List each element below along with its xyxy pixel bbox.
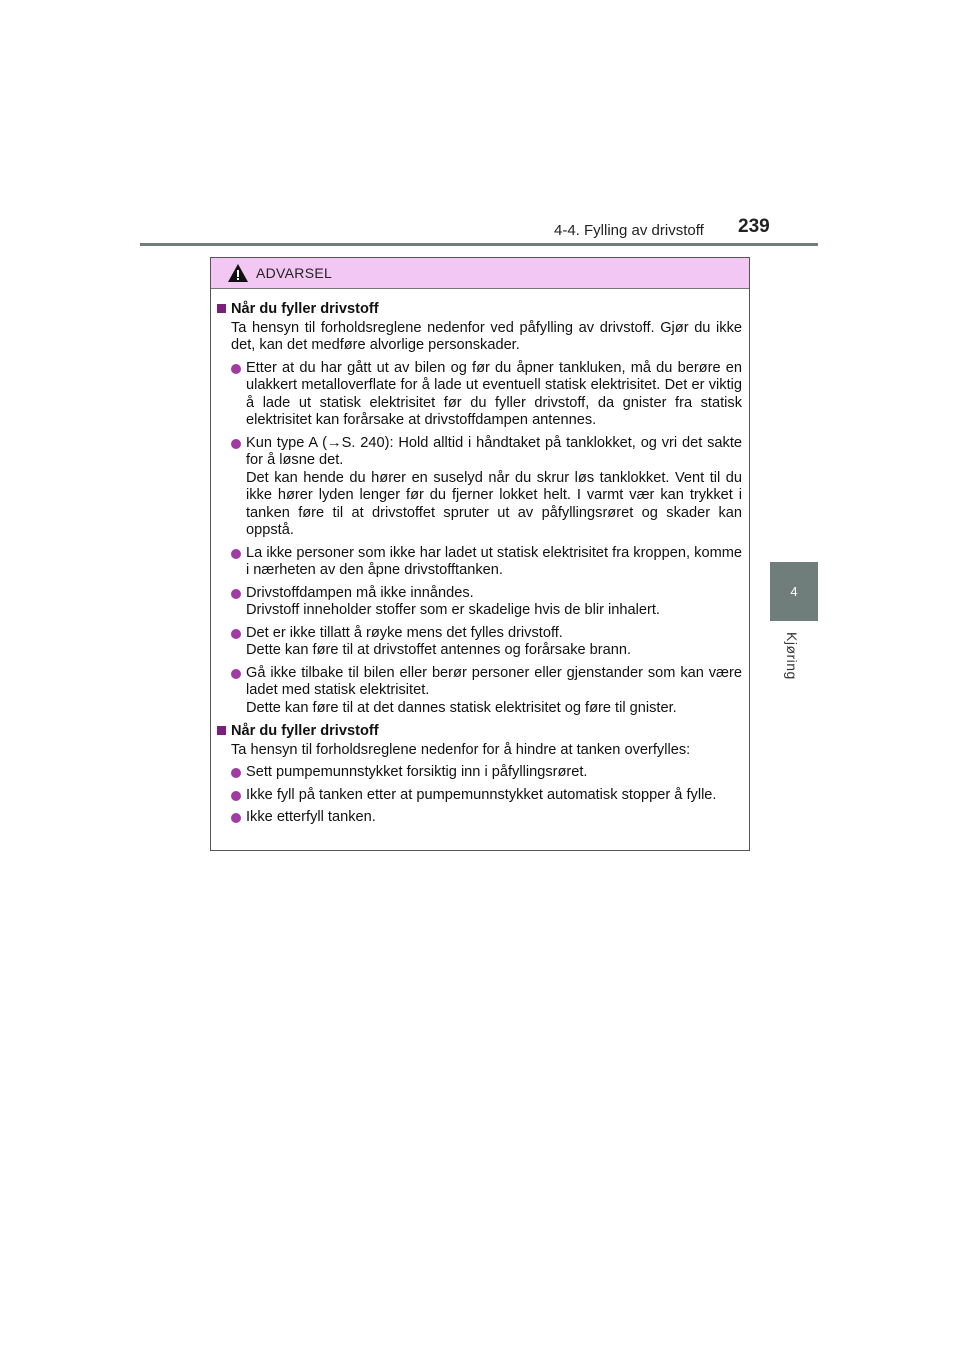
list-item xyxy=(217,764,742,782)
list-item xyxy=(217,360,742,430)
header-rule xyxy=(140,243,818,246)
round-bullet-icon xyxy=(231,768,241,778)
page-number: 239 xyxy=(738,216,770,237)
section-intro-2: Ta hensyn til forholdsreglene nedenfor for å hindre at tanken overfylles: xyxy=(231,741,691,758)
round-bullet-icon xyxy=(231,791,241,801)
round-bullet-icon xyxy=(231,439,241,449)
list-item xyxy=(217,545,742,580)
round-bullet-icon xyxy=(231,589,241,599)
list-item xyxy=(217,787,742,805)
section-heading-2 xyxy=(217,723,742,741)
square-bullet-icon xyxy=(217,726,226,735)
list-item xyxy=(217,809,742,827)
warning-title: ADVARSEL xyxy=(256,265,333,281)
section-heading-1 xyxy=(217,301,742,319)
list-item-text: Dette kan føre til at drivstoffet antennes og forårsake brann. xyxy=(246,642,632,658)
list-item xyxy=(217,435,742,540)
list-item-text: Dette kan føre til at det dannes statisk elektrisitet og føre til gnister. xyxy=(246,699,677,716)
round-bullet-icon xyxy=(231,813,241,823)
list-item-text: Det er ikke tillatt å røyke mens det fylles drivstoff. xyxy=(246,624,563,641)
chapter-label: Kjøring xyxy=(784,632,800,680)
list-item xyxy=(217,585,742,620)
list-item-text: La ikke personer som ikke har ladet ut statisk elektrisitet fra kroppen, komme i nærheten av den åpne drivstofftanken. xyxy=(246,544,742,578)
list-item-text: Drivstoffdampen må ikke innåndes. xyxy=(246,584,474,601)
list-item xyxy=(217,665,742,718)
heading-text: Når du fyller drivstoff xyxy=(231,723,379,739)
section-title: 4-4. Fylling av drivstoff xyxy=(554,222,704,239)
square-bullet-icon xyxy=(217,304,226,313)
round-bullet-icon xyxy=(231,364,241,374)
chapter-number: 4 xyxy=(790,584,798,599)
list-item-text: Etter at du har gått ut av bilen og før du åpner tankluken, må du berøre en ulakkert metalloverflate for å lade ut eventuell statisk elektrisitet. Det er viktig å lade ut statisk elektrisitet før du fyller drivstoff, da gnister fra statisk elektrisitet kan forårsake at drivstoffdampen antennes. xyxy=(246,359,742,428)
round-bullet-icon xyxy=(231,549,241,559)
list-item-text: Drivstoff inneholder stoffer som er skadelige hvis de blir inhalert. xyxy=(246,602,660,618)
list-item-text: Det kan hende du hører en suselyd når du skrur løs tanklokket. Vent til du ikke hører lyden lenger før du fjerner lokket helt. I varmt vær kan trykket i tanken føre til at drivstoffet spruter ut av påfyllingsrøret og skader kan oppstå. xyxy=(246,469,742,538)
list-item-text: Ikke etterfyll tanken. xyxy=(246,809,376,825)
list-item-text: Gå ikke tilbake til bilen eller berør personer eller gjenstander som kan være ladet med statisk elektrisitet. xyxy=(246,664,742,698)
chapter-tab xyxy=(770,562,818,621)
round-bullet-icon xyxy=(231,629,241,639)
section-intro-1: Ta hensyn til forholdsreglene nedenfor ved påfylling av drivstoff. Gjør du ikke det, kan det medføre alvorlige personskader. xyxy=(231,319,742,353)
list-item xyxy=(217,625,742,660)
warning-box xyxy=(210,257,750,851)
heading-text: Når du fyller drivstoff xyxy=(231,301,379,317)
list-item-text: Kun type A (→S. 240): Hold alltid i håndtaket på tanklokket, og vri det sakte for å løsne det. xyxy=(246,434,742,468)
warning-triangle-icon xyxy=(227,263,249,283)
warning-header xyxy=(211,258,749,289)
round-bullet-icon xyxy=(231,669,241,679)
warning-body xyxy=(211,289,749,827)
list-item-text: Ikke fyll på tanken etter at pumpemunnstykket automatisk stopper å fylle. xyxy=(246,786,717,803)
list-item-text: Sett pumpemunnstykket forsiktig inn i påfyllingsrøret. xyxy=(246,764,588,780)
